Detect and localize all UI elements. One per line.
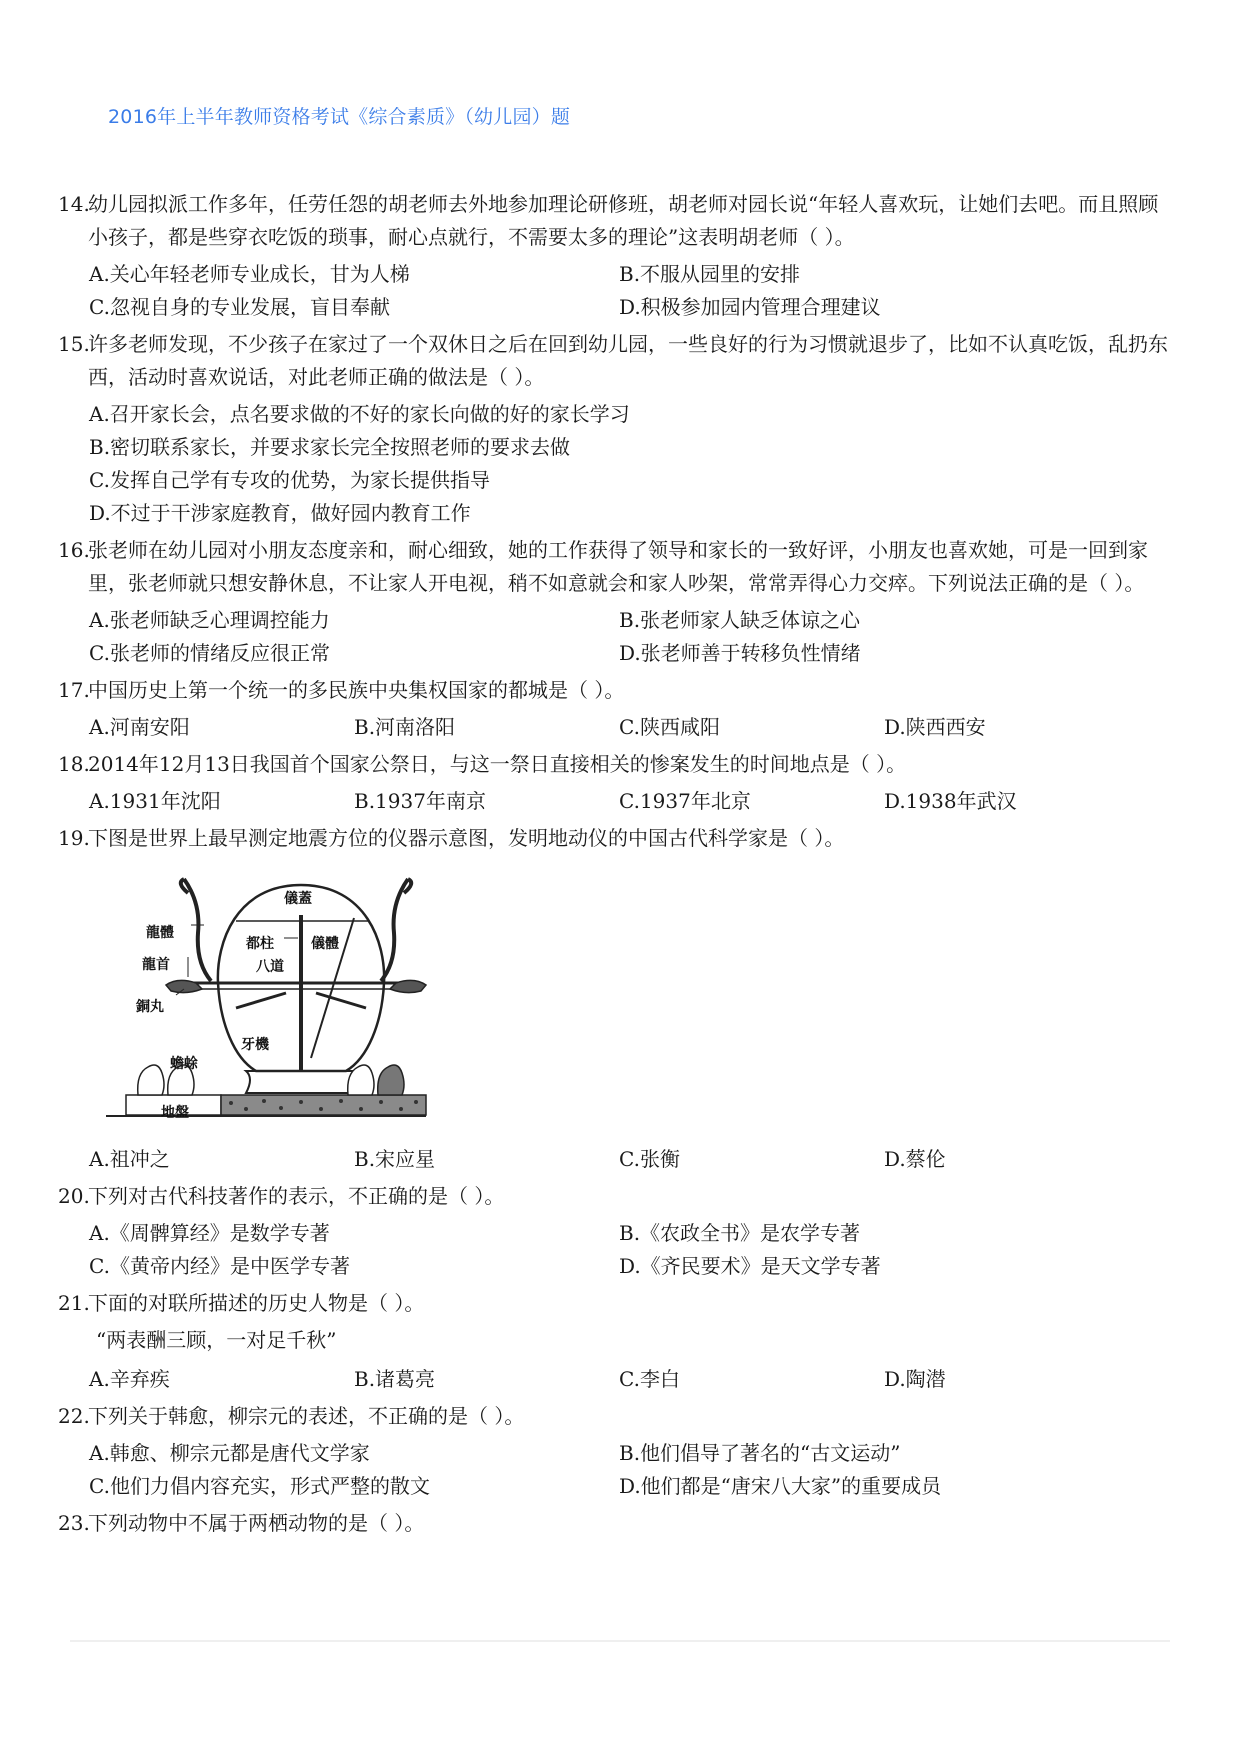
option-c: C.张衡	[619, 1147, 680, 1171]
options	[58, 785, 1168, 818]
label-dragon-head: 龍首	[142, 957, 170, 973]
option-b: B.诸葛亮	[354, 1367, 436, 1391]
question-list	[58, 188, 1168, 1544]
question-stem	[58, 1507, 1168, 1540]
label-pillar: 都柱	[246, 936, 274, 952]
option-b: B.1937年南京	[354, 789, 486, 813]
option-d: D.张老师善于转移负性情绪	[619, 641, 861, 665]
option-a: A.1931年沈阳	[89, 789, 221, 813]
label-body: 儀體	[311, 936, 339, 952]
option-d: D.他们都是“唐宋八大家”的重要成员	[619, 1474, 942, 1498]
option-c: C.他们力倡内容充实，形式严整的散文	[89, 1474, 430, 1498]
question-text: 许多老师发现，不少孩子在家过了一个双休日之后在回到幼儿园，一些良好的行为习惯就退步了，比如不认真吃饭，乱扔东西，活动时喜欢说话，对此老师正确的做法是（ ）。	[88, 332, 1168, 389]
option-c: C.忽视自身的专业发展，盲目奉献	[89, 295, 390, 319]
label-base: 地盤	[161, 1105, 189, 1121]
question-number: 18.	[58, 752, 90, 776]
question-15	[58, 328, 1168, 530]
question-text: 2014年12月13日我国首个国家公祭日，与这一祭日直接相关的惨案发生的时间地点是（ ）。	[88, 752, 907, 776]
options	[58, 398, 1168, 530]
option-d: D.积极参加园内管理合理建议	[619, 295, 881, 319]
question-number: 22.	[58, 1404, 90, 1428]
question-18	[58, 748, 1168, 818]
question-stem	[58, 534, 1168, 600]
question-16	[58, 534, 1168, 670]
question-14	[58, 188, 1168, 324]
question-number: 20.	[58, 1184, 90, 1208]
question-stem	[58, 1287, 1168, 1320]
question-20	[58, 1180, 1168, 1283]
question-number: 17.	[58, 678, 90, 702]
option-d: D.《齐民要术》是天文学专著	[619, 1254, 881, 1278]
question-21	[58, 1287, 1168, 1396]
option-a: A.《周髀算经》是数学专著	[89, 1221, 330, 1245]
option-a: A.祖冲之	[89, 1147, 170, 1171]
option-b: B.他们倡导了著名的“古文运动”	[619, 1441, 901, 1465]
option-b: B.张老师家人缺乏体谅之心	[619, 608, 861, 632]
label-mechanism: 牙機	[241, 1037, 269, 1053]
question-text: 下列动物中不属于两栖动物的是（ ）。	[88, 1511, 425, 1535]
option-b: B.宋应星	[354, 1147, 436, 1171]
question-number: 21.	[58, 1291, 90, 1315]
question-text: 张老师在幼儿园对小朋友态度亲和，耐心细致，她的工作获得了领导和家长的一致好评，小朋友也喜欢她，可是一回到家里，张老师就只想安静休息，不让家人开电视，稍不如意就会和家人吵架，常常弄得心力交瘁。下列说法正确的是（ ）。	[88, 538, 1148, 595]
options	[58, 1217, 1168, 1283]
option-c: C.李白	[619, 1367, 680, 1391]
label-eight-paths: 八道	[256, 959, 284, 975]
option-c: C.1937年北京	[619, 789, 751, 813]
seismograph-diagram	[106, 873, 486, 1133]
question-number: 16.	[58, 538, 90, 562]
question-number: 23.	[58, 1511, 90, 1535]
question-text: 幼儿园拟派工作多年，任劳任怨的胡老师去外地参加理论研修班，胡老师对园长说“年轻人喜欢玩，让她们去吧。而且照顾小孩子，都是些穿衣吃饭的琐事，耐心点就行，不需要太多的理论”这表明胡老师（ ）。	[88, 192, 1159, 249]
question-text: 下列关于韩愈，柳宗元的表述，不正确的是（ ）。	[88, 1404, 525, 1428]
question-17	[58, 674, 1168, 744]
options	[58, 258, 1168, 324]
question-19	[58, 822, 1168, 1176]
options	[58, 1437, 1168, 1503]
question-stem	[58, 1180, 1168, 1213]
options	[58, 711, 1168, 744]
question-stem	[58, 748, 1168, 781]
option-a: A.韩愈、柳宗元都是唐代文学家	[89, 1441, 370, 1465]
question-number: 14.	[58, 192, 90, 216]
options	[58, 1143, 1168, 1176]
couplet-quote: “两表酬三顾，一对足千秋”	[96, 1328, 337, 1352]
options	[58, 604, 1168, 670]
question-text: 下列对古代科技著作的表示，不正确的是（ ）。	[88, 1184, 505, 1208]
option-b: B.《农政全书》是农学专著	[619, 1221, 861, 1245]
label-bronze-ball: 銅丸	[136, 999, 164, 1015]
option-c: C.陕西咸阳	[619, 715, 720, 739]
option-d: D.陶潜	[884, 1367, 946, 1391]
question-text: 下图是世界上最早测定地震方位的仪器示意图，发明地动仪的中国古代科学家是（ ）。	[88, 826, 845, 850]
question-text: 中国历史上第一个统一的多民族中央集权国家的都城是（ ）。	[88, 678, 625, 702]
label-toad: 蟾蜍	[170, 1056, 198, 1072]
option-c: C.张老师的情绪反应很正常	[89, 641, 330, 665]
question-text: 下面的对联所描述的历史人物是（ ）。	[88, 1291, 425, 1315]
options	[58, 1363, 1168, 1396]
page-footer-divider	[70, 1640, 1170, 1642]
question-22	[58, 1400, 1168, 1503]
option-a: A.关心年轻老师专业成长，甘为人梯	[89, 262, 410, 286]
document-title: 2016年上半年教师资格考试《综合素质》（幼儿园）题	[108, 106, 571, 128]
question-number: 15.	[58, 332, 90, 356]
question-stem	[58, 822, 1168, 855]
option-a: A.河南安阳	[89, 715, 190, 739]
label-cover: 儀蓋	[284, 891, 312, 907]
option-b: B.河南洛阳	[354, 715, 456, 739]
option-c: C.《黄帝内经》是中医学专著	[89, 1254, 350, 1278]
option-a: A.张老师缺乏心理调控能力	[89, 608, 330, 632]
option-a: A.辛弃疾	[89, 1367, 170, 1391]
option-d: D.陕西西安	[884, 715, 986, 739]
option-d: D.不过于干涉家庭教育，做好园内教育工作	[89, 501, 471, 525]
option-a: A.召开家长会，点名要求做的不好的家长向做的好的家长学习	[89, 402, 630, 426]
option-b: B.密切联系家长，并要求家长完全按照老师的要求去做	[89, 435, 571, 459]
question-number: 19.	[58, 826, 90, 850]
question-23	[58, 1507, 1168, 1540]
question-stem	[58, 188, 1168, 254]
question-stem	[58, 674, 1168, 707]
option-b: B.不服从园里的安排	[619, 262, 801, 286]
question-stem	[58, 1400, 1168, 1433]
option-c: C.发挥自己学有专攻的优势，为家长提供指导	[89, 468, 490, 492]
label-dragon-body: 龍體	[146, 925, 174, 941]
question-stem	[58, 328, 1168, 394]
option-d: D.1938年武汉	[884, 789, 1017, 813]
option-d: D.蔡伦	[884, 1147, 946, 1171]
